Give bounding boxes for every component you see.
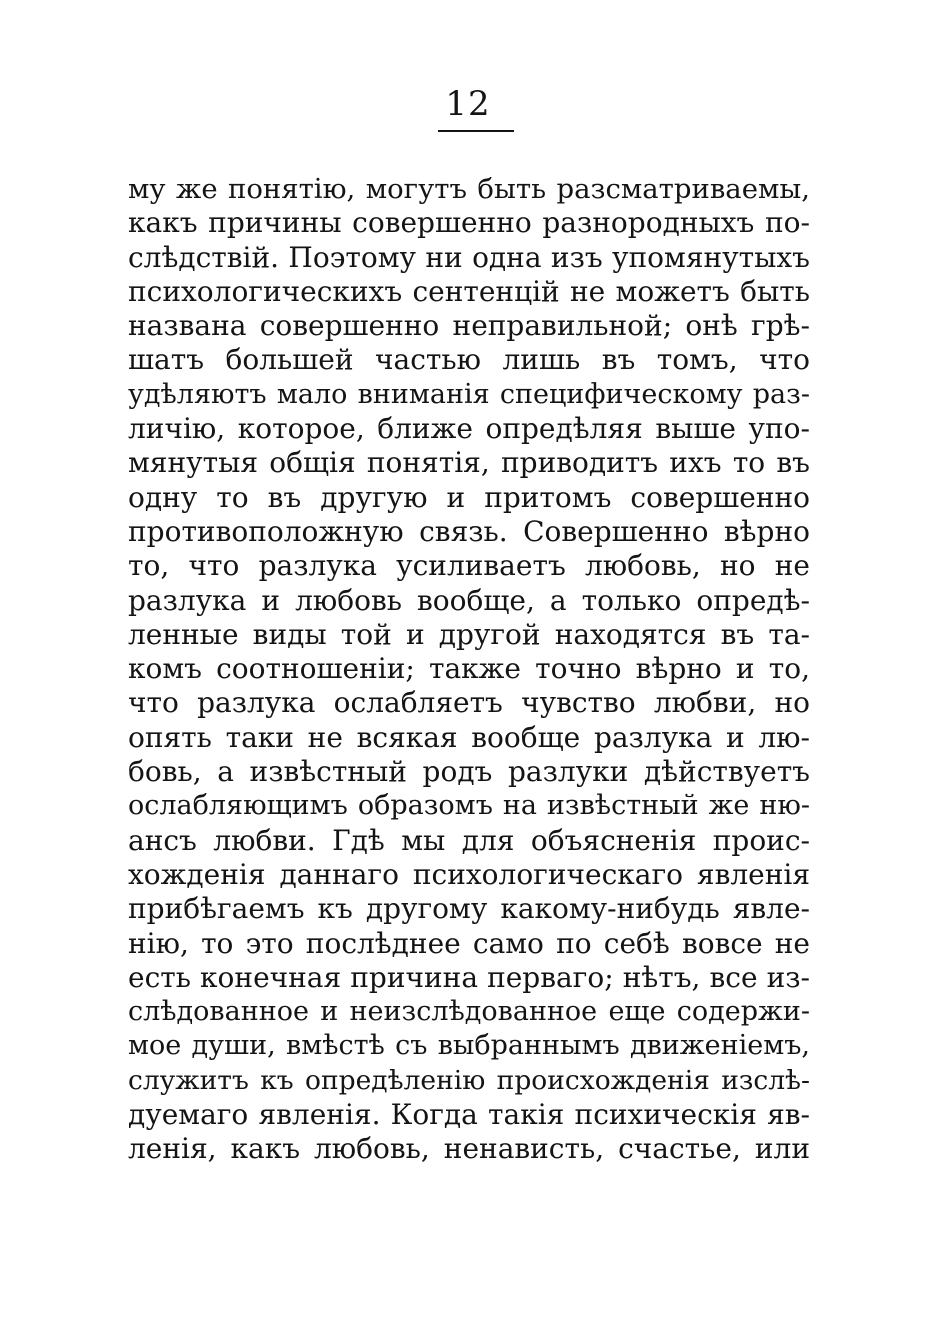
text-line: бовь, а извѣстный родъ разлуки дѣйствуетъ: [128, 755, 810, 789]
text-line: ленные виды той и другой находятся въ та-: [128, 617, 810, 651]
text-line: разлука и любовь вообще, а только опредѣ-: [128, 583, 810, 617]
page-number-rule: [438, 130, 514, 132]
text-line: есть конечная причина перваго; нѣтъ, все из-: [128, 960, 810, 994]
text-line: опять таки не всякая вообще разлука и лю-: [128, 720, 810, 754]
text-line: удѣляютъ мало вниманія специфическому раз-: [128, 378, 810, 410]
text-line: нію, то это послѣднее само по себѣ вовсе не: [128, 926, 810, 960]
text-line: какъ причины совершенно разнородныхъ по-: [128, 206, 810, 240]
text-line: мянутыя общія понятія, приводитъ ихъ то въ: [128, 446, 810, 480]
text-line: комъ соотношеніи; также точно вѣрно и то,: [128, 652, 810, 686]
body-text: [128, 172, 810, 1167]
text-line: хожденія даннаго психологическаго явленія: [128, 857, 810, 891]
text-line: шатъ большей частью лишь въ томъ, что: [128, 343, 810, 377]
text-line: психологическихъ сентенцій не можетъ быть: [128, 274, 810, 308]
text-line: названа совершенно неправильной; онѣ грѣ-: [128, 309, 810, 343]
text-line: му же понятію, могутъ быть разсматриваемы,: [128, 173, 810, 205]
text-line: одну то въ другую и притомъ совершенно: [128, 480, 810, 514]
text-line: противоположную связь. Совершенно вѣрно: [128, 514, 810, 548]
text-line: дуемаго явленія. Когда такія психическія яв-: [128, 1098, 810, 1132]
text-line: служитъ къ опредѣленію происхожденія изслѣ-: [128, 1064, 810, 1096]
text-line: что разлука ослабляетъ чувство любви, но: [128, 686, 810, 720]
text-line: ансъ любви. Гдѣ мы для объясненія проис-: [128, 823, 810, 857]
text-line: ослабляющимъ образомъ на извѣстный же ню-: [128, 790, 810, 822]
page-number: 12: [445, 84, 491, 124]
text-line: прибѣгаемъ къ другому какому-нибудь явле-: [128, 892, 810, 926]
text-line: слѣдованное и неизслѣдованное еще содержи-: [128, 996, 810, 1028]
text-line: мое души, вмѣстѣ съ выбраннымъ движеніемъ,: [128, 1030, 810, 1062]
text-line: ленія, какъ любовь, ненависть, счастье, или: [128, 1132, 810, 1166]
text-line: то, что разлука усиливаетъ любовь, но не: [128, 549, 810, 583]
text-line: личію, которое, ближе опредѣляя выше упо-: [128, 412, 810, 446]
text-line: слѣдствій. Поэтому ни одна изъ упомянутыхъ: [128, 240, 810, 274]
